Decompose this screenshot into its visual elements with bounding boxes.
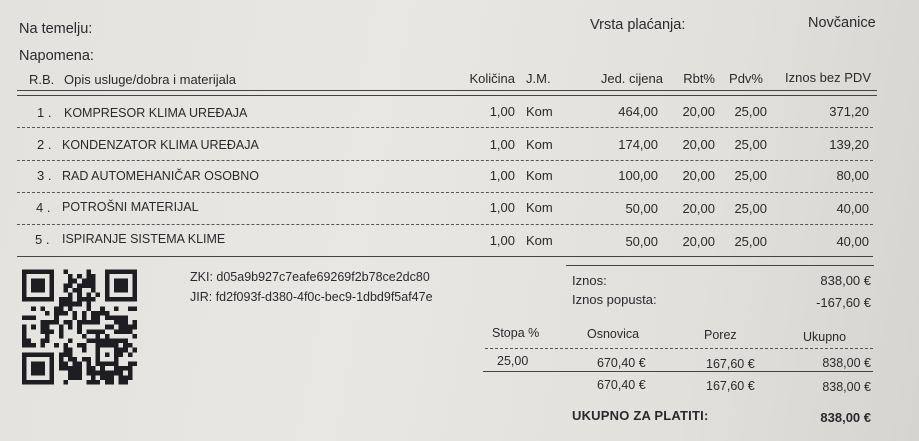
row-jed-cijena: 464,00: [618, 104, 658, 119]
row-rb: 3 .: [37, 168, 52, 183]
row-rb: 2 .: [37, 137, 52, 152]
tax-col-stopa: Stopa %: [492, 326, 540, 340]
row-kolicina: 1,00: [489, 168, 515, 183]
row-jm: Kom: [526, 168, 553, 183]
row-iznos: 40,00: [836, 234, 869, 249]
row-jm: Kom: [526, 233, 553, 248]
tax-sum-rule: [483, 371, 873, 372]
na-temelju-label: Na temelju:: [19, 21, 93, 37]
row-kolicina: 1,00: [489, 137, 515, 152]
row-divider: [17, 160, 873, 161]
row-opis: KOMPRESOR KLIMA UREĐAJA: [64, 106, 248, 120]
tax-col-osnovica: Osnovica: [587, 327, 640, 341]
tax-col-porez: Porez: [704, 328, 737, 342]
row-kolicina: 1,00: [489, 200, 515, 215]
payment-method-value: Novčanice: [808, 15, 876, 31]
row-jed-cijena: 174,00: [618, 137, 658, 152]
row-pdv: 25,00: [734, 234, 767, 249]
row-pdv: 25,00: [734, 104, 767, 119]
tax-sum-porez: 167,60 €: [706, 379, 755, 393]
row-jed-cijena: 50,00: [625, 234, 658, 249]
row-iznos: 80,00: [836, 168, 869, 183]
row-pdv: 25,00: [734, 137, 767, 152]
col-jed-cijena: Jed. cijena: [600, 71, 663, 86]
row-jed-cijena: 50,00: [625, 201, 658, 216]
row-kolicina: 1,00: [489, 104, 515, 119]
row-opis: RAD AUTOMEHANIČAR OSOBNO: [62, 169, 260, 183]
col-jm: J.M.: [526, 71, 551, 86]
row-pdv: 25,00: [734, 201, 767, 216]
qr-code-icon: [22, 268, 137, 386]
zki-code: ZKI: d05a9b927c7eafe69269f2b78ce2dc80: [190, 270, 430, 284]
row-jed-cijena: 100,00: [618, 168, 658, 183]
row-jm: Kom: [526, 104, 553, 119]
tax-row-ukupno: 838,00 €: [822, 356, 871, 370]
grand-total-label: UKUPNO ZA PLATITI:: [572, 408, 709, 423]
iznos-value: 838,00 €: [820, 273, 871, 288]
payment-method-label: Vrsta plaćanja:: [590, 17, 686, 33]
row-jm: Kom: [526, 200, 553, 215]
row-pdv: 25,00: [734, 168, 767, 183]
row-kolicina: 1,00: [489, 233, 515, 248]
col-rbt: Rbt%: [683, 71, 715, 86]
napomena-label: Napomena:: [19, 48, 94, 64]
tax-row-stopa: 25,00: [497, 354, 529, 368]
row-rb: 5 .: [35, 232, 50, 247]
row-rbt: 20,00: [682, 234, 715, 249]
tax-sum-ukupno: 838,00 €: [822, 380, 871, 394]
tax-sum-osnovica: 670,40 €: [597, 378, 646, 392]
row-iznos: 371,20: [829, 104, 869, 119]
jir-code: JIR: fd2f093f-d380-4f0c-bec9-1dbd9f5af47e: [190, 290, 433, 304]
tax-row-porez: 167,60 €: [706, 357, 755, 371]
row-divider: [17, 192, 873, 193]
totals-rule: [566, 265, 874, 266]
row-iznos: 139,20: [829, 137, 869, 152]
row-opis: KONDENZATOR KLIMA UREĐAJA: [62, 138, 259, 152]
table-end-rule: [17, 256, 873, 257]
row-rbt: 20,00: [682, 201, 715, 216]
row-rbt: 20,00: [682, 104, 715, 119]
row-rbt: 20,00: [682, 137, 715, 152]
header-rule-bottom: [17, 95, 877, 96]
header-rule-top: [17, 90, 877, 91]
row-rb: 1 .: [37, 105, 52, 120]
row-opis: POTROŠNI MATERIJAL: [62, 200, 199, 214]
tax-header-divider: [485, 348, 873, 349]
col-pdv: Pdv%: [729, 71, 763, 86]
row-divider: [17, 127, 873, 128]
row-iznos: 40,00: [836, 201, 869, 216]
row-opis: ISPIRANJE SISTEMA KLIME: [62, 232, 226, 246]
row-jm: Kom: [526, 137, 553, 152]
tax-col-ukupno: Ukupno: [803, 330, 847, 344]
tax-row-osnovica: 670,40 €: [597, 356, 646, 370]
row-divider: [17, 224, 873, 225]
col-opis: Opis usluge/dobra i materijala: [64, 72, 236, 87]
grand-total-value: 838,00 €: [820, 410, 871, 425]
row-rb: 4 .: [36, 200, 51, 215]
iznos-popusta-value: -167,60 €: [816, 295, 871, 310]
col-rb: R.B.: [29, 72, 55, 87]
iznos-label: Iznos:: [572, 273, 607, 288]
col-iznos-bez-pdv: Iznos bez PDV: [785, 70, 871, 85]
col-kolicina: Količina: [469, 71, 515, 86]
iznos-popusta-label: Iznos popusta:: [572, 292, 657, 307]
row-rbt: 20,00: [682, 168, 715, 183]
